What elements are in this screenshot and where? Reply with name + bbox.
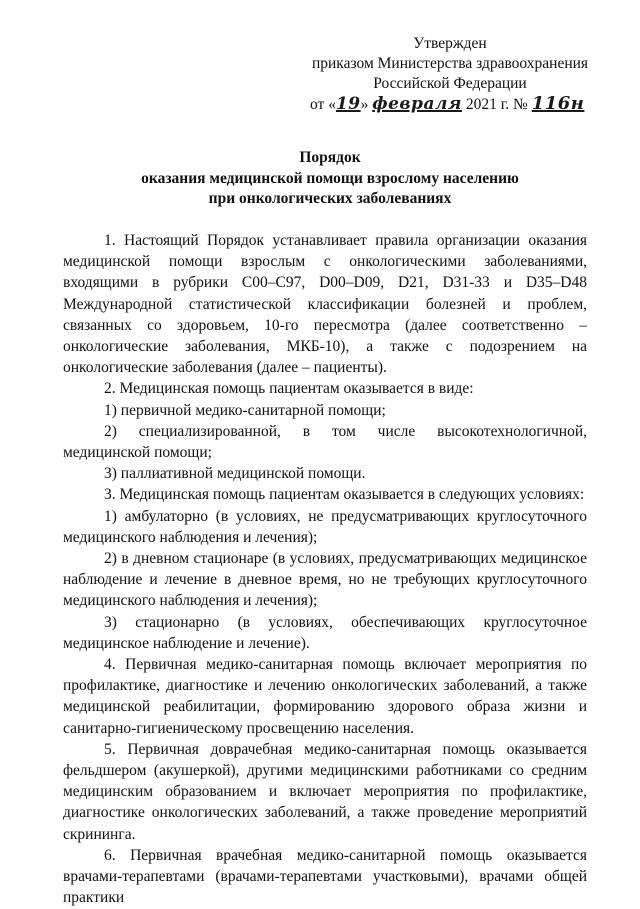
title-line-1: Порядок <box>299 149 361 166</box>
paragraph-2-item-2: 2) специализированной, в том числе высокотехнологичной, медицинской помощи; <box>63 422 587 462</box>
paragraph-4: 4. Первичная медико-санитарная помощь включает мероприятия по профилактике, диагностике и лечению онкологических заболеваний, а также медицинской реабилитации, формированию здорового образа жизни и санитарно-гигиеническому просвещению населения. <box>63 656 587 737</box>
approval-stamp <box>300 34 600 115</box>
approval-heading: Утвержден <box>413 35 487 52</box>
paragraph-5: 5. Первичная доврачебная медико-санитарная помощь оказывается фельдшером (акушеркой), другими медицинскими работниками со средним медицинским образованием и включает мероприятия по профилактике, диагностике онкологических заболеваний, а также проведение мероприятий скрининга. <box>63 740 587 843</box>
approval-issuer: приказом Министерства здравоохранения <box>311 55 589 72</box>
paragraph-3: 3. Медицинская помощь пациентам оказывается в следующих условиях: <box>104 486 585 504</box>
handwritten-month: февраля <box>372 94 462 114</box>
paragraph-2-item-3: 3) паллиативной медицинской помощи. <box>104 465 366 483</box>
handwritten-day: 19 <box>335 94 361 114</box>
paragraph-1: 1. Настоящий Порядок устанавливает правила организации оказания медицинской помощи взрослым с онкологическими заболеваниями, входящими в рубрики С00–С97, D00–D09, D21, D31-33 и D35–D48 Международной статистической классификации болезней и проблем, связанных со здоровьем, 10-го пересмотра (далее соответственно – онкологические заболевания, МКБ-10), а также с подозрением на онкологические заболевания (далее – пациенты). <box>63 232 587 377</box>
paragraph-3-item-1: 1) амбулаторно (в условиях, не предусматривающих круглосуточного медицинского наблюдения и лечения); <box>63 507 587 546</box>
document-body <box>63 230 587 909</box>
paragraph-3-item-3: 3) стационарно (в условиях, обеспечивающих круглосуточное медицинское наблюдение и лечение). <box>63 613 587 652</box>
date-prefix: от « <box>310 96 336 113</box>
paragraph-6: 6. Первичная врачебная медико-санитарной помощь оказывается врачами-терапевтами (врачами-терапевтами участковыми), врачами общей практики <box>63 846 587 907</box>
date-year: 2021 г. № <box>465 96 528 113</box>
document-title <box>60 148 600 210</box>
date-quote-close: » <box>360 96 369 113</box>
title-line-2: оказания медицинской помощи взрослому населению <box>141 169 519 187</box>
approval-country: Российской Федерации <box>373 75 527 92</box>
title-line-3: при онкологических заболеваниях <box>208 190 452 207</box>
handwritten-order-number: 116н <box>531 93 585 114</box>
paragraph-2-item-1: 1) первичной медико-санитарной помощи; <box>104 401 386 419</box>
approval-date-line <box>300 94 600 115</box>
paragraph-3-item-2: 2) в дневном стационаре (в условиях, предусматривающих медицинское наблюдение и лечение в дневное время, но не требующих круглосуточного медицинского наблюдения и лечения); <box>63 550 587 610</box>
paragraph-2: 2. Медицинская помощь пациентам оказывается в виде: <box>104 380 474 398</box>
